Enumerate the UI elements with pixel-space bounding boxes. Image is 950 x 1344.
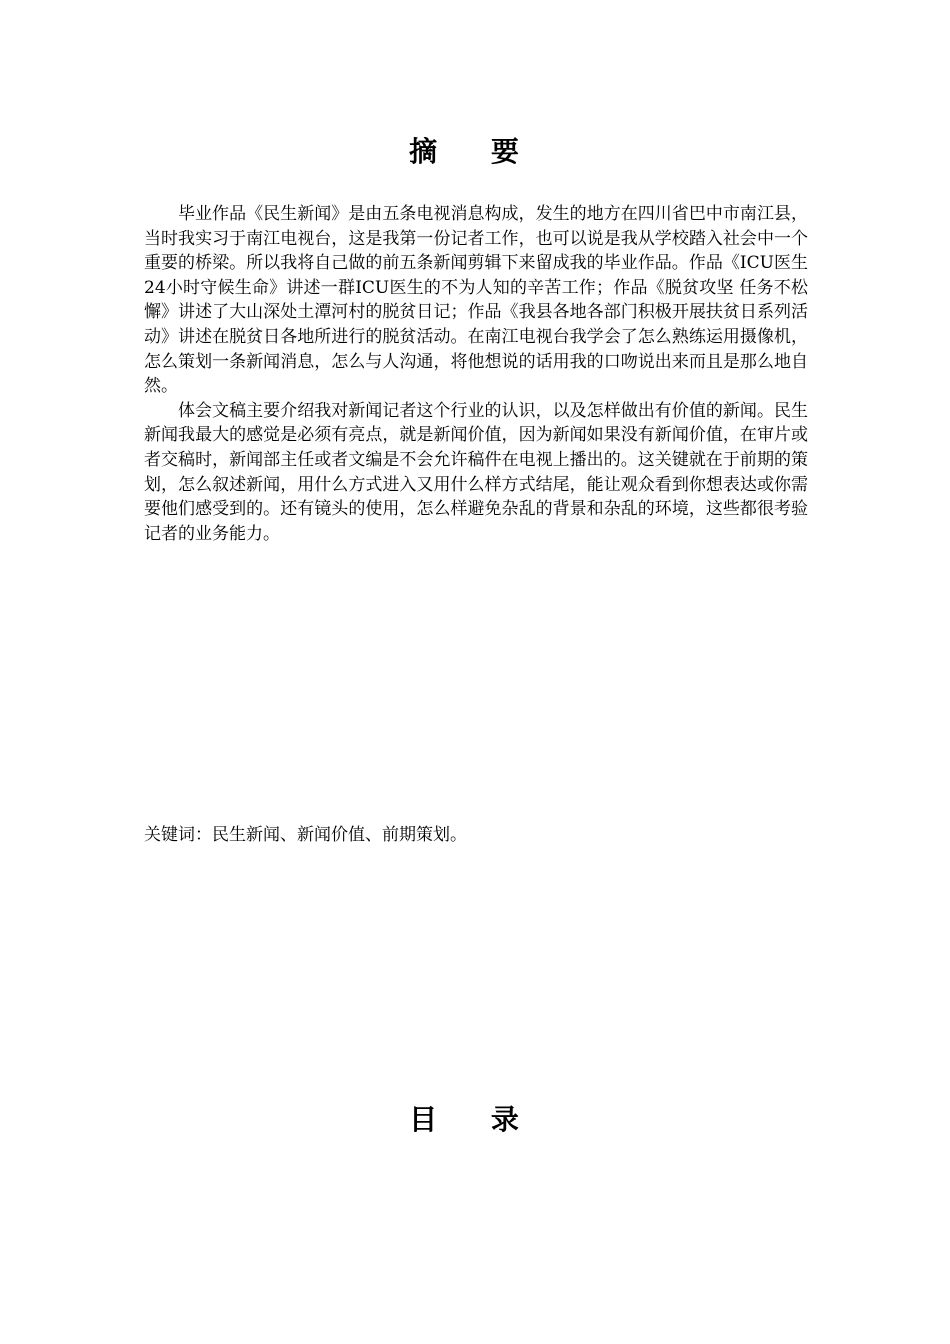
abstract-paragraph-1: 毕业作品《民生新闻》是由五条电视消息构成，发生的地方在四川省巴中市南江县，当时我实习于南江电视台，这是我第一份记者工作，也可以说是我从学校踏入社会中一个重要的桥梁。所以我将自己做的前五条新闻剪辑下来留成我的毕业作品。作品《ICU医生24小时守候生命》讲述一群ICU医生的不为人知的辛苦工作；作品《脱贫攻坚 任务不松懈》讲述了大山深处土潭河村的脱贫日记；作品《我县各地各部门积极开展扶贫日系列活动》讲述在脱贫日各地所进行的脱贫活动。在南江电视台我学会了怎么熟练运用摄像机，怎么策划一条新闻消息，怎么与人沟通，将他想说的话用我的口吻说出来而且是那么地自然。: [144, 204, 808, 397]
abstract-paragraph-2: 体会文稿主要介绍我对新闻记者这个行业的认识，以及怎样做出有价值的新闻。民生新闻我最大的感觉是必须有亮点，就是新闻价值，因为新闻如果没有新闻价值，在审片或者交稿时，新闻部主任或者文编是不会允许稿件在电视上播出的。这关键就在于前期的策划，怎么叙述新闻，用什么方式进入又用什么样方式结尾，能让观众看到你想表达或你需要他们感受到的。还有镜头的使用，怎么样避免杂乱的背景和杂乱的环境，这些都很考验记者的业务能力。: [144, 400, 808, 544]
abstract-body: [144, 202, 808, 546]
keywords-line: 关键词：民生新闻、新闻价值、前期策划。: [144, 825, 467, 845]
toc-title: 目 录: [409, 1103, 541, 1136]
abstract-title: 摘 要: [409, 135, 541, 168]
